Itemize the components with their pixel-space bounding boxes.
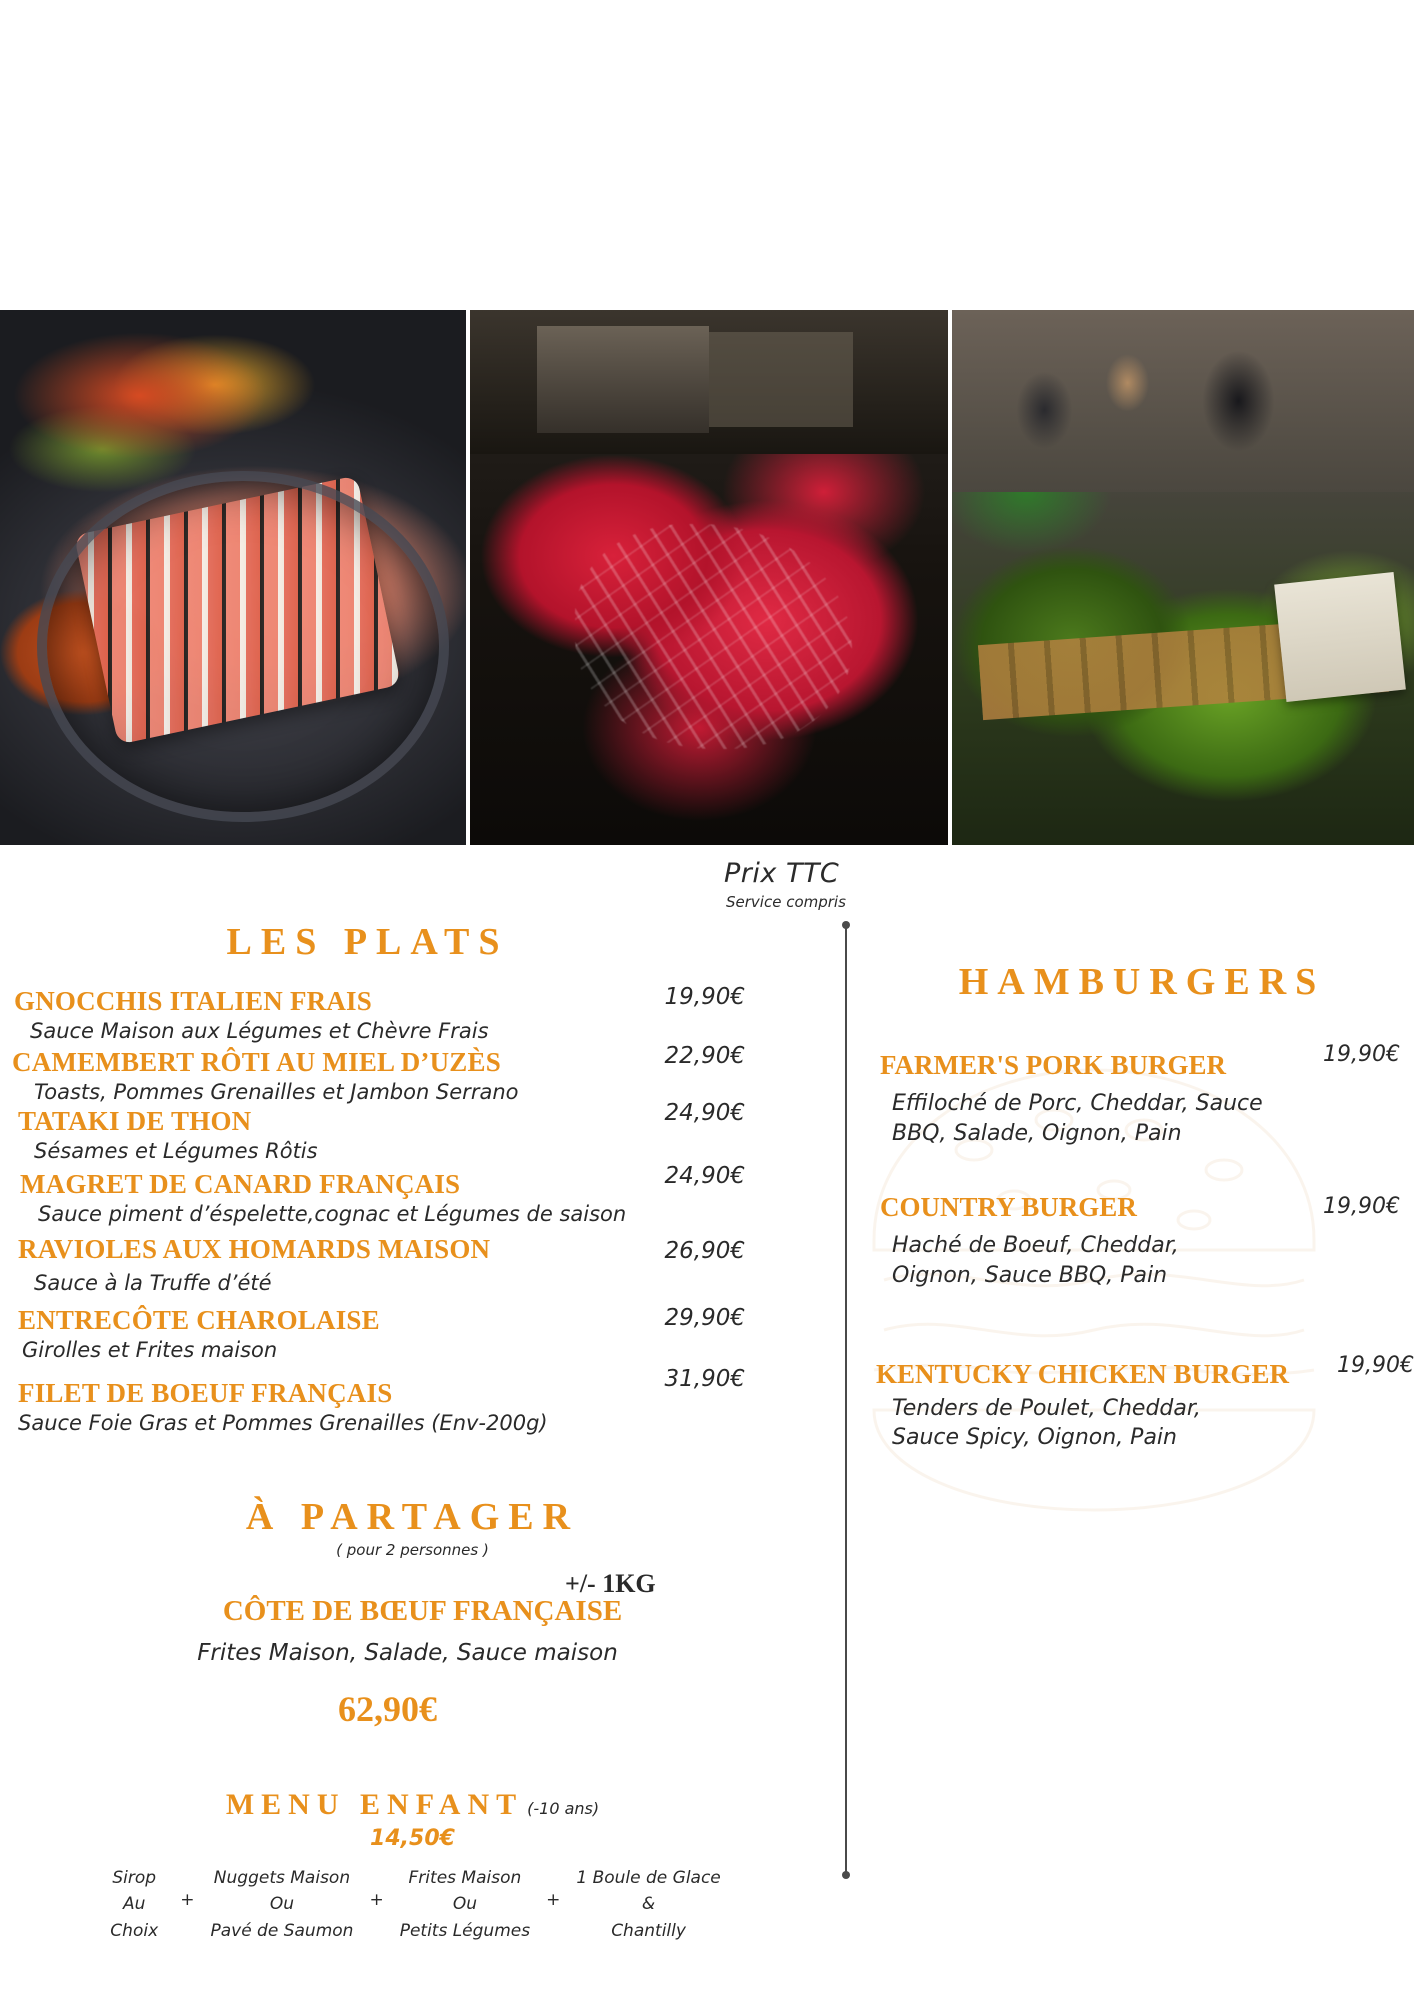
shared-dish: [0, 1569, 845, 1628]
dish-price: 22,90€: [664, 1043, 745, 1069]
dish-description: Sauce Maison aux Légumes et Chèvre Frais: [30, 1019, 489, 1043]
dish-name: MAGRET DE CANARD FRANÇAIS: [20, 1169, 461, 1199]
dish-price: 24,90€: [664, 1163, 745, 1189]
photo-market-vegetables: [952, 310, 1414, 845]
shared-dish-weight: +/- 1KG: [565, 1569, 656, 1598]
dish-price: 31,90€: [664, 1366, 745, 1392]
menu-enfant-option: [94, 1865, 174, 1944]
right-column: [870, 960, 1414, 1453]
menu-item: [0, 1366, 845, 1435]
menu-enfant-age: (-10 ans): [527, 1799, 600, 1818]
price-notice-title: Prix TTC: [724, 858, 840, 889]
a-partager-subtitle: ( pour 2 personnes ): [336, 1541, 489, 1559]
option-line-3: Pavé de Saumon: [210, 1920, 354, 1941]
section-title-hamburgers: HAMBURGERS: [958, 961, 1326, 1003]
option-line-2: Ou: [452, 1894, 477, 1915]
option-separator: +: [369, 1890, 384, 1910]
burger-price: 19,90€: [1337, 1352, 1414, 1378]
burger-description: Haché de Boeuf, Cheddar, Oignon, Sauce BBQ, Pain: [892, 1233, 1179, 1289]
option-line-3: Petits Légumes: [399, 1920, 531, 1941]
option-line-1: Frites Maison: [408, 1868, 522, 1888]
menu-item: [870, 1042, 1414, 1148]
burger-name: FARMER'S PORK BURGER: [880, 1050, 1227, 1080]
left-column: [0, 920, 845, 1944]
option-line-1: Sirop: [112, 1868, 157, 1888]
section-title-les-plats: LES PLATS: [226, 921, 509, 963]
option-line-1: 1 Boule de Glace: [576, 1868, 721, 1888]
dish-description: Sauce Foie Gras et Pommes Grenailles (Env-200g): [18, 1411, 548, 1435]
market-crowd: [952, 310, 1414, 492]
burger-name: COUNTRY BURGER: [880, 1192, 1137, 1223]
dish-description: Girolles et Frites maison: [22, 1338, 278, 1362]
price-notice-subtitle: Service compris: [726, 893, 846, 911]
photo-strip: [0, 310, 1414, 845]
option-line-2: Ou: [269, 1894, 295, 1915]
option-separator: +: [180, 1890, 195, 1910]
dish-description: Sauce piment d’éspelette,cognac et Légumes de saison: [38, 1202, 627, 1226]
dish-price: 19,90€: [664, 984, 745, 1010]
dish-name: CAMEMBERT RÔTI AU MIEL D’UZÈS: [12, 1047, 501, 1077]
menu-item: [0, 1100, 845, 1163]
beef-marbling: [575, 524, 852, 749]
menu-enfant-option: [390, 1865, 540, 1944]
shared-dish-price: 62,90€: [338, 1689, 437, 1729]
dish-price: 29,90€: [664, 1305, 745, 1331]
option-line-2: &: [641, 1894, 656, 1915]
shared-dish-description: Frites Maison, Salade, Sauce maison: [197, 1640, 618, 1666]
option-line-2: Au: [123, 1894, 146, 1915]
menu-item: [0, 1043, 845, 1104]
dish-description: Sésames et Légumes Rôtis: [34, 1139, 318, 1163]
burger-description: Effiloché de Porc, Cheddar, Sauce BBQ, Salade, Oignon, Pain: [892, 1091, 1263, 1146]
dish-price: 26,90€: [664, 1238, 745, 1264]
menu-item: [0, 1234, 845, 1295]
dish-price: 24,90€: [664, 1100, 745, 1126]
menu-enfant-option: [566, 1865, 730, 1944]
dish-name: RAVIOLES AUX HOMARDS MAISON: [18, 1234, 491, 1264]
dish-description: Toasts, Pommes Grenailles et Jambon Serrano: [34, 1080, 519, 1104]
menu-enfant-title: MENU ENFANT: [225, 1788, 524, 1821]
shared-dish-name: CÔTE DE BŒUF FRANÇAISE: [222, 1595, 623, 1627]
photo-raw-beef: [470, 310, 948, 845]
sashimi-slices: [74, 475, 401, 744]
menu-enfant-option: [200, 1865, 363, 1944]
burger-description: Tenders de Poulet, Cheddar, Sauce Spicy, Oignon, Pain: [892, 1395, 1201, 1451]
menu-item: [0, 1163, 845, 1226]
burger-price: 19,90€: [1323, 1042, 1400, 1067]
menu-enfant-price: 14,50€: [370, 1826, 455, 1851]
dish-name: GNOCCHIS ITALIEN FRAIS: [14, 986, 372, 1016]
option-line-1: Nuggets Maison: [213, 1868, 351, 1888]
photo-tataki: [0, 310, 466, 845]
burger-price: 19,90€: [1323, 1194, 1400, 1220]
dish-name: FILET DE BOEUF FRANÇAIS: [18, 1378, 393, 1408]
option-separator: +: [546, 1890, 561, 1910]
menu-item: [870, 1192, 1414, 1290]
menu-item: [0, 986, 845, 1043]
burger-name: KENTUCKY CHICKEN BURGER: [876, 1358, 1290, 1389]
menu-enfant-options: [0, 1865, 845, 1944]
column-divider: [845, 925, 847, 1875]
menu-item: [870, 1352, 1414, 1453]
dish-name: ENTRECÔTE CHAROLAISE: [18, 1305, 380, 1335]
price-notice: [724, 858, 846, 911]
section-title-a-partager: À PARTAGER: [245, 1496, 580, 1538]
option-line-3: Chantilly: [611, 1920, 686, 1941]
menu-enfant: [0, 1788, 845, 1944]
menu-item: [0, 1305, 845, 1362]
dish-name: TATAKI DE THON: [18, 1106, 252, 1136]
dish-description: Sauce à la Truffe d’été: [34, 1271, 272, 1295]
option-line-3: Choix: [110, 1920, 159, 1941]
